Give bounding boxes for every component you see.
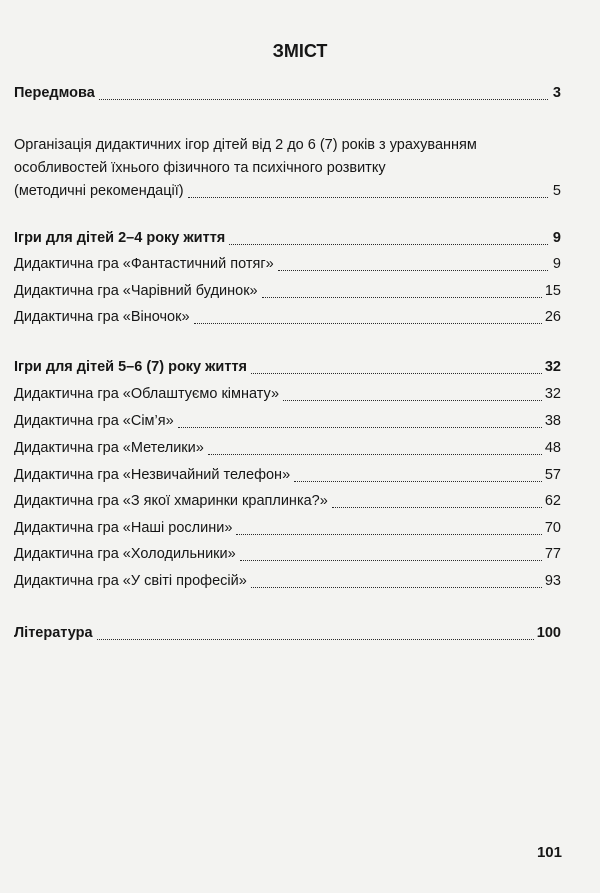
dot-leader (294, 481, 542, 482)
toc-section-heading (14, 356, 561, 379)
toc-entry (14, 383, 561, 406)
toc-entry (14, 437, 561, 460)
toc-entry-label: Дидактична гра «Метелики» (14, 440, 204, 456)
toc-entry-page: 57 (544, 467, 561, 483)
toc-entry (14, 517, 561, 540)
toc-entry-page: 32 (544, 386, 561, 402)
dot-leader (332, 507, 542, 508)
toc-entry (14, 490, 561, 513)
toc-entry-label: Література (14, 625, 93, 641)
toc-entry-page: 77 (544, 546, 561, 562)
dot-leader (99, 99, 548, 100)
dot-leader (178, 427, 542, 428)
toc-entry-label: Ігри для дітей 2–4 року життя (14, 230, 226, 246)
toc-entry-page: 26 (544, 309, 561, 325)
toc-entry-text-line: особливостей їхнього фізичного та психічного розвитку (14, 160, 386, 176)
toc-entry-last-line (14, 180, 561, 203)
dot-leader (251, 373, 542, 374)
toc-entry-label: Ігри для дітей 5–6 (7) року життя (14, 359, 248, 375)
toc-entry-label: Дидактична гра «Фантастичний потяг» (14, 256, 274, 272)
dot-leader (262, 297, 542, 298)
toc-entry-preface (14, 82, 561, 105)
toc-entry-page: 15 (544, 283, 561, 299)
toc-entry (14, 253, 561, 276)
toc-entry-page: 38 (544, 413, 561, 429)
toc-entry-page: 32 (544, 359, 561, 375)
page-number: 101 (536, 844, 562, 861)
toc-entry-label: Дидактична гра «Холодильники» (14, 546, 236, 562)
toc-entry-page: 48 (544, 440, 561, 456)
toc-entry-label: Дидактична гра «Сім’я» (14, 413, 174, 429)
toc-entry-organization (14, 134, 561, 203)
toc-entry-label: Передмова (14, 85, 95, 101)
toc-entry (14, 543, 561, 566)
toc-entry-label: Дидактична гра «У світі професій» (14, 573, 247, 589)
dot-leader (278, 270, 548, 271)
toc-entry-page: 70 (544, 520, 561, 536)
toc-entry-page: 9 (552, 256, 561, 272)
toc-entry-label: Дидактична гра «Чарівний будинок» (14, 283, 258, 299)
dot-leader (240, 560, 542, 561)
page-title: ЗМІСТ (272, 41, 328, 61)
toc-entry-page: 9 (552, 230, 561, 246)
toc-entry-label: Дидактична гра «Облаштуємо кімнату» (14, 386, 280, 402)
toc-entry (14, 570, 561, 593)
toc-entry-label: Дидактична гра «Віночок» (14, 309, 190, 325)
dot-leader (208, 454, 542, 455)
dot-leader (188, 197, 548, 198)
toc-entry-page: 5 (552, 183, 561, 199)
toc-entry-page: 62 (544, 493, 561, 509)
toc-entry-label: Дидактична гра «З якої хмаринки краплинка?» (14, 493, 328, 509)
toc-entry (14, 410, 561, 433)
toc-entry-page: 93 (544, 573, 561, 589)
toc-entry-page: 100 (536, 625, 561, 641)
toc-section-heading (14, 227, 561, 250)
toc-entry-literature (14, 622, 561, 645)
toc-entry (14, 306, 561, 329)
dot-leader (251, 587, 542, 588)
dot-leader (283, 400, 542, 401)
dot-leader (236, 534, 541, 535)
dot-leader (229, 244, 548, 245)
toc-entry (14, 280, 561, 303)
toc-entry-label: Дидактична гра «Наші рослини» (14, 520, 233, 536)
toc-entry (14, 464, 561, 487)
toc-entry-label: Дидактична гра «Незвичайний телефон» (14, 467, 291, 483)
toc-entry-text-line: Організація дидактичних ігор дітей від 2 до 6 (7) років з урахуванням (14, 137, 477, 153)
dot-leader (97, 639, 534, 640)
dot-leader (194, 323, 542, 324)
toc-entry-label: (методичні рекомендації) (14, 183, 184, 199)
toc-entry-page: 3 (552, 85, 561, 101)
